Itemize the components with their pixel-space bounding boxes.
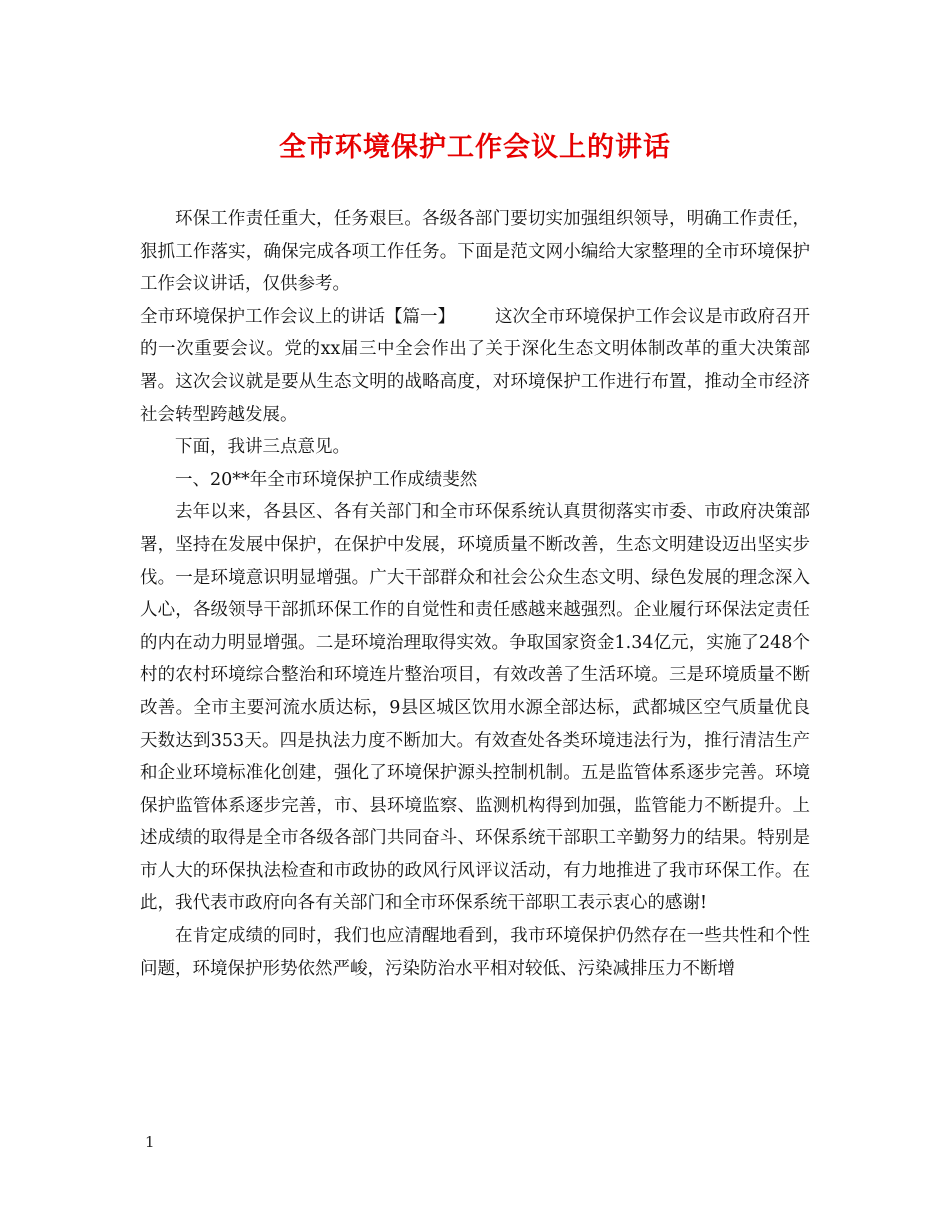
opinions-paragraph: 下面，我讲三点意见。 — [175, 437, 350, 458]
document-title: 全市环境保护工作会议上的讲话 — [279, 132, 671, 163]
intro-paragraph: 环保工作责任重大，任务艰巨。各级各部门要切实加强组织领导，明确工作责任，狠抓工作落实，确保完成各项工作任务。下面是范文网小编给大家整理的全市环境保护工作会议讲话，仅供参考。 — [140, 209, 810, 295]
section-heading: 全市环境保护工作会议上的讲话【篇一】 — [140, 306, 455, 327]
section-lead-text: 这次全市环境保护工作会议是市政府召开的一次重要会议。党的xx届三中全会作出了关于深化生态文明体制改革的重大决策部署。这次会议就是要从生态文明的战略高度，对环境保护工作进行布置，推动全市经济社会转型跨越发展。 — [140, 306, 810, 425]
part-one-body: 去年以来，各县区、各有关部门和全市环保系统认真贯彻落实市委、市政府决策部署，坚持在发展中保护，在保护中发展，环境质量不断改善，生态文明建设迈出坚实步伐。一是环境意识明显增强。广大干部群众和社会公众生态文明、绿色发展的理念深入人心，各级领导干部抓环保工作的自觉性和责任感越来越强烈。企业履行环保法定责任的内在动力明显增强。二是环境治理取得实效。争取国家资金1.34亿元，实施了248个村的农村环境综合整治和环境连片整治项目，有效改善了生活环境。三是环境质量不断改善。全市主要河流水质达标，9县区城区饮用水源全部达标，武都城区空气质量优良天数达到353天。四是执法力度不断加大。有效查处各类环境违法行为，推行清洁生产和企业环境标准化创建，强化了环境保护源头控制机制。五是监管体系逐步完善。环境保护监管体系逐步完善，市、县环境监察、监测机构得到加强，监管能力不断提升。上述成绩的取得是全市各级各部门共同奋斗、环保系统干部职工辛勤努力的结果。特别是市人大的环保执法检查和市政协的政风行风评议活动，有力地推进了我市环保工作。在此，我代表市政府向各有关部门和全市环保系统干部职工表示衷心的感谢! — [140, 502, 810, 914]
part-one-heading: 一、20**年全市环境保护工作成绩斐然 — [175, 469, 478, 490]
part-one-followup: 在肯定成绩的同时，我们也应清醒地看到，我市环境保护仍然存在一些共性和个性问题，环境保护形势依然严峻，污染防治水平相对较低、污染减排压力不断增 — [140, 926, 810, 979]
page-number: 1 — [145, 1133, 155, 1151]
section-one-paragraph — [140, 301, 810, 431]
document-body — [140, 203, 810, 985]
